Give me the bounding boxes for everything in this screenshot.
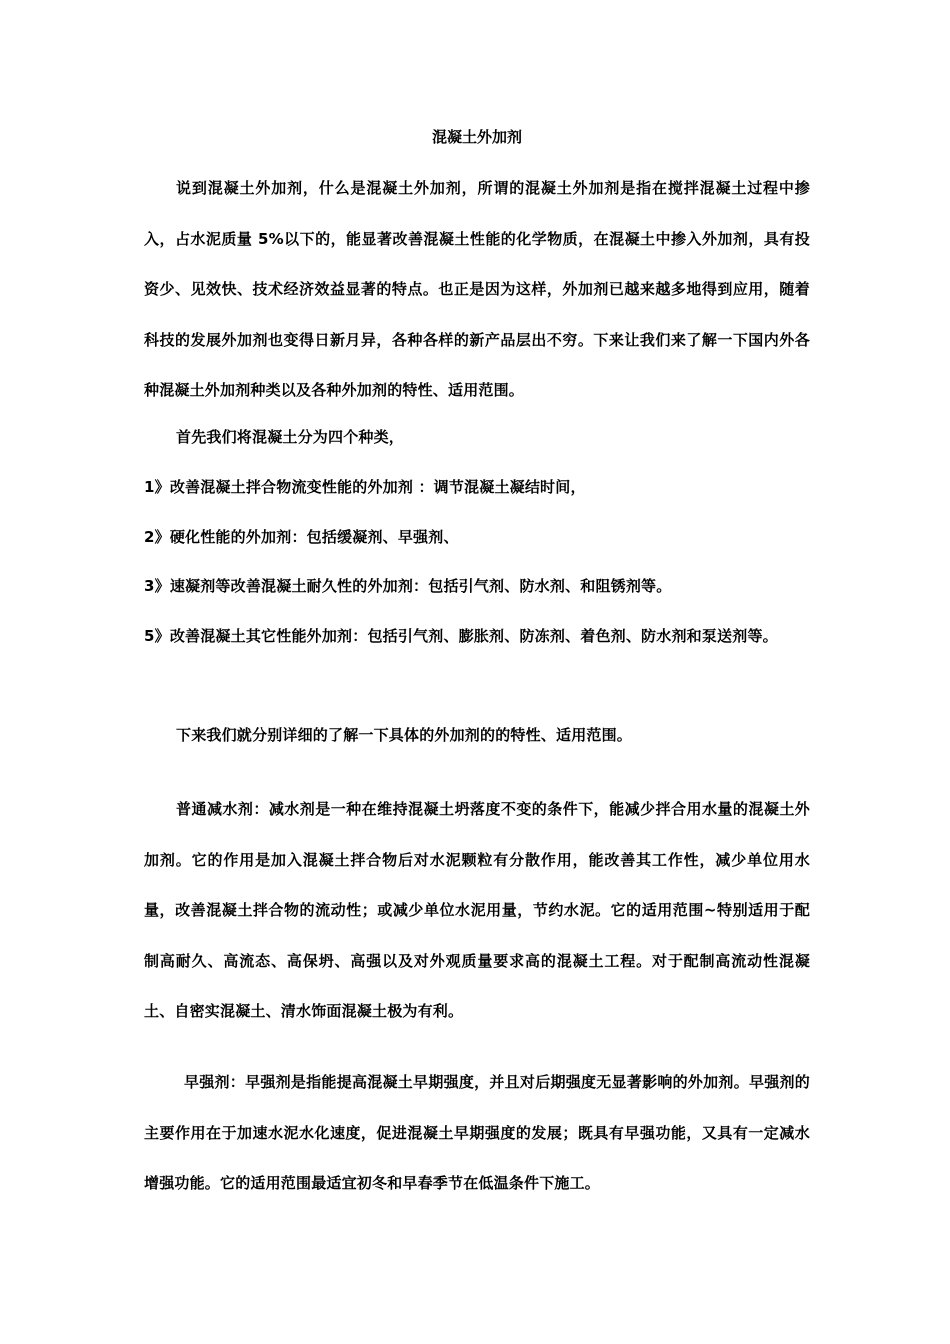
list-item-2: 2》硬化性能的外加剂：包括缓凝剂、早强剂、 [144,528,459,546]
document-title: 混凝土外加剂 [431,128,522,146]
list-item-3: 3》速凝剂等改善混凝土耐久性的外加剂：包括引气剂、防水剂、和阻锈剂等。 [144,577,672,595]
list-item-1: 1》改善混凝土拌合物流变性能的外加剂 ：调节混凝土凝结时间， [144,478,586,496]
document-page [144,0,810,1344]
intro-paragraph: 说到混凝土外加剂，什么是混凝土外加剂，所谓的混凝土外加剂是指在搅拌混凝土过程中掺入，占水泥质量 5%以下的，能显著改善混凝土性能的化学物质，在混凝土中掺入外加剂，具有投资少、见效快、技术经济效益显著的特点。也正是因为这样，外加剂已越来越多地得到应用，随着科技的发展外加剂也变得日新月异，各种各样的新产品层出不穷。下来让我们来了解一下国内外各种混凝土外加剂种类以及各种外加剂的特性、适用范围。 [144,179,810,399]
detail-intro: 下来我们就分别详细的了解一下具体的外加剂的的特性、适用范围。 [176,726,633,744]
list-item-5: 5》改善混凝土其它性能外加剂：包括引气剂、膨胀剂、防冻剂、着色剂、防水剂和泵送剂等。 [144,627,778,645]
water-reducer-paragraph: 普通减水剂：减水剂是一种在维持混凝土坍落度不变的条件下，能减少拌合用水量的混凝土外加剂。它的作用是加入混凝土拌合物后对水泥颗粒有分散作用，能改善其工作性，减少单位用水量，改善混凝土拌合物的流动性；或减少单位水泥用量，节约水泥。它的适用范围~特别适用于配制高耐久、高流态、高保坍、高强以及对外观质量要求高的混凝土工程。对于配制高流动性混凝土、自密实混凝土、清水饰面混凝土极为有利。 [144,800,810,1020]
early-strength-paragraph: 早强剂：早强剂是指能提高混凝土早期强度，并且对后期强度无显著影响的外加剂。早强剂的主要作用在于加速水泥水化速度，促进混凝土早期强度的发展；既具有早强功能，又具有一定减水增强功能。它的适用范围最适宜初冬和早春季节在低温条件下施工。 [144,1073,810,1192]
classify-intro: 首先我们将混凝土分为四个种类， [176,428,405,446]
